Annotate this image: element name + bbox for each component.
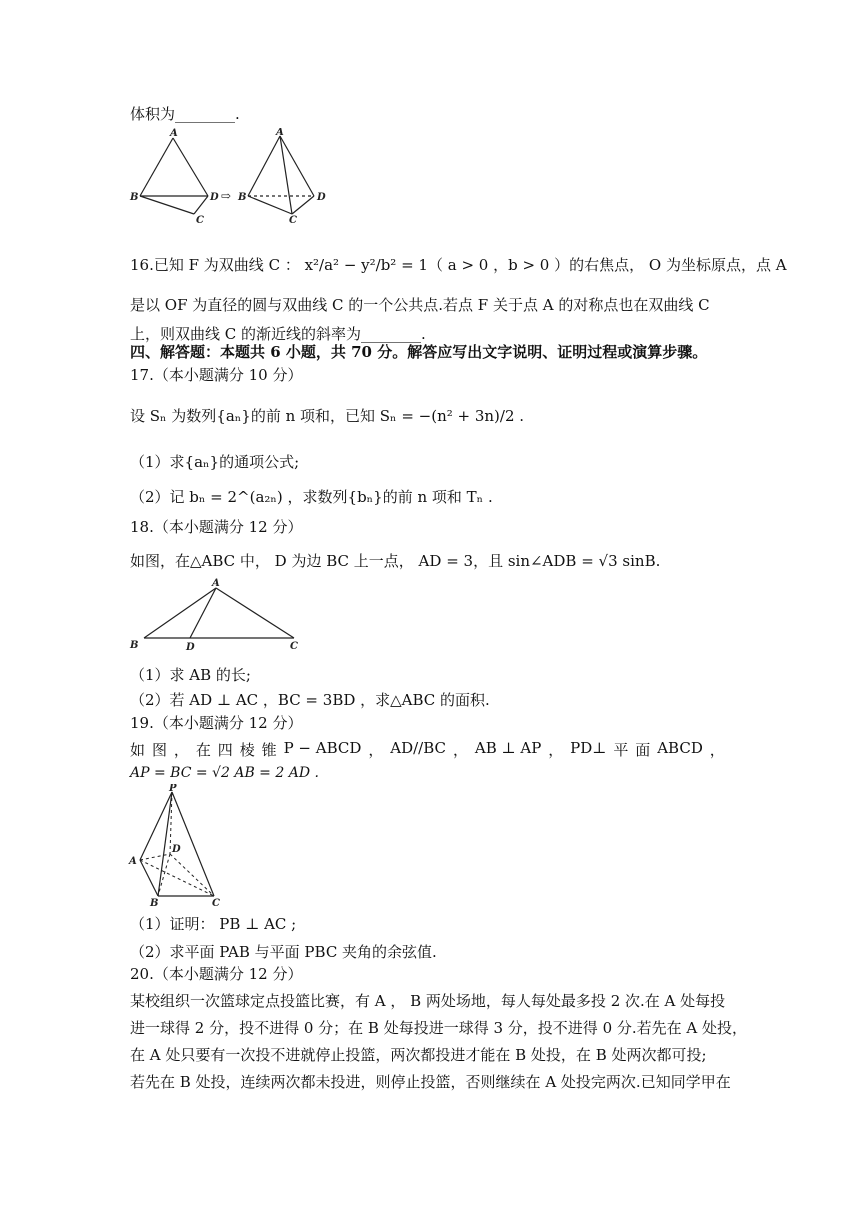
q19-intro-token: ， (452, 741, 468, 759)
fig18-label-d: D (186, 642, 195, 652)
q17-header: 17.（本小题满分 10 分） (130, 366, 303, 384)
fig18-label-c: C (290, 641, 298, 652)
q19-intro-token: 如 (130, 741, 146, 759)
q17-part-2: （2）记 bₙ = 2^(a₂ₙ) ，求数列{bₙ}的前 n 项和 Tₙ . (130, 488, 493, 506)
fig18-triangle-diagram (128, 576, 308, 652)
fig15-left-label-b: B (130, 192, 139, 203)
fig19-label-b: B (150, 898, 159, 908)
q19-intro-token: PD⊥ (570, 739, 607, 757)
fig18-label-b: B (130, 640, 139, 651)
q19-part-2: （2）求平面 PAB 与平面 PBC 夹角的余弦值. (130, 943, 437, 961)
fig15-right-label-b: B (238, 192, 247, 203)
fig19-label-d: D (172, 844, 181, 855)
fig18-label-a: A (212, 578, 220, 589)
fig19-pyramid-diagram (128, 784, 228, 908)
q19-header: 19.（本小题满分 12 分） (130, 714, 303, 732)
q19-intro-line-1 (130, 739, 725, 760)
fig15-right-label-d: D (317, 192, 326, 203)
q19-intro-token: ， (548, 741, 564, 759)
q19-intro-token: ， (368, 741, 384, 759)
q19-intro-token: ABCD (657, 739, 703, 757)
q16-line-1: 16.已知 F 为双曲线 C ： x²/a² − y²/b² = 1（ a > 0 ，b > 0 ）的右焦点， O 为坐标原点，点 A (130, 256, 787, 274)
section-4-heading: 四、解答题：本题共 6 小题，共 70 分。解答应写出文字说明、证明过程或演算步骤。 (130, 343, 708, 361)
q19-intro-token: 棱 (239, 741, 255, 759)
q19-intro-line-2: AP = BC = √2 AB = 2 AD . (130, 765, 319, 781)
fig15-left-triangle (140, 138, 208, 214)
q19-intro-token: 四 (217, 741, 233, 759)
q16-line-3: 上，则双曲线 C 的渐近线的斜率为________. (130, 325, 426, 343)
q19-intro-token: 图 (151, 741, 167, 759)
fig15-right-label-c: C (289, 215, 297, 224)
fig15-right-tetrahedron (248, 136, 314, 214)
fig19-label-p: P (169, 784, 177, 794)
q19-intro-token: 在 (195, 741, 211, 759)
q18-header: 18.（本小题满分 12 分） (130, 518, 303, 536)
q19-intro-token: AD//BC (390, 739, 447, 757)
q19-part-1: （1）证明： PB ⊥ AC ; (130, 915, 297, 933)
q20-line: 进一球得 2 分，投不进得 0 分；在 B 处每投进一球得 3 分，投不进得 0 分.若先在 A 处投， (130, 1019, 748, 1037)
q19-intro-token: ， (709, 741, 725, 759)
fig19-label-c: C (212, 898, 220, 908)
q19-intro-token: P − ABCD (283, 739, 362, 757)
q20-line: 若先在 B 处投，连续两次都未投进，则停止投篮，否则继续在 A 处投完两次.已知同学甲在 (130, 1073, 731, 1091)
q20-line: 某校组织一次篮球定点投篮比赛，有 A ， B 两处场地，每人每处最多投 2 次.在 A 处每投 (130, 992, 726, 1010)
q18-intro: 如图，在△ABC 中， D 为边 BC 上一点， AD = 3，且 sin∠ADB = √3 sinB. (130, 552, 661, 570)
q16-line-2: 是以 OF 为直径的圆与双曲线 C 的一个公共点.若点 F 关于点 A 的对称点也在双曲线 C (130, 296, 710, 314)
fig15-arrow-icon: ⇨ (221, 189, 232, 203)
q20-line: 在 A 处只要有一次投不进就停止投篮，两次都投进才能在 B 处投，在 B 处两次都可投; (130, 1046, 707, 1064)
q18-part-1: （1）求 AB 的长; (130, 666, 251, 684)
q19-intro-token: 锥 (261, 741, 277, 759)
fig15-left-label-c: C (196, 215, 204, 224)
q17-part-1: （1）求{aₙ}的通项公式; (130, 453, 300, 471)
fig19-label-a: A (129, 856, 137, 867)
q19-intro-token: AB ⊥ AP (474, 739, 542, 757)
q17-intro: 设 Sₙ 为数列{aₙ}的前 n 项和，已知 Sₙ = −(n² + 3n)/2 . (130, 407, 525, 425)
q19-intro-token: 平 (613, 741, 629, 759)
fig15-left-label-d: D (210, 192, 219, 203)
q20-header: 20.（本小题满分 12 分） (130, 965, 303, 983)
q19-intro-token: 面 (635, 741, 651, 759)
fig15-right-label-a: A (276, 128, 284, 138)
fig15-folding-diagram (128, 128, 338, 224)
q19-intro-token: ， (173, 741, 189, 759)
q15-tail: 体积为________. (130, 105, 240, 123)
fig15-left-label-a: A (170, 128, 178, 139)
q18-part-2: （2）若 AD ⊥ AC ，BC = 3BD ，求△ABC 的面积. (130, 691, 490, 709)
